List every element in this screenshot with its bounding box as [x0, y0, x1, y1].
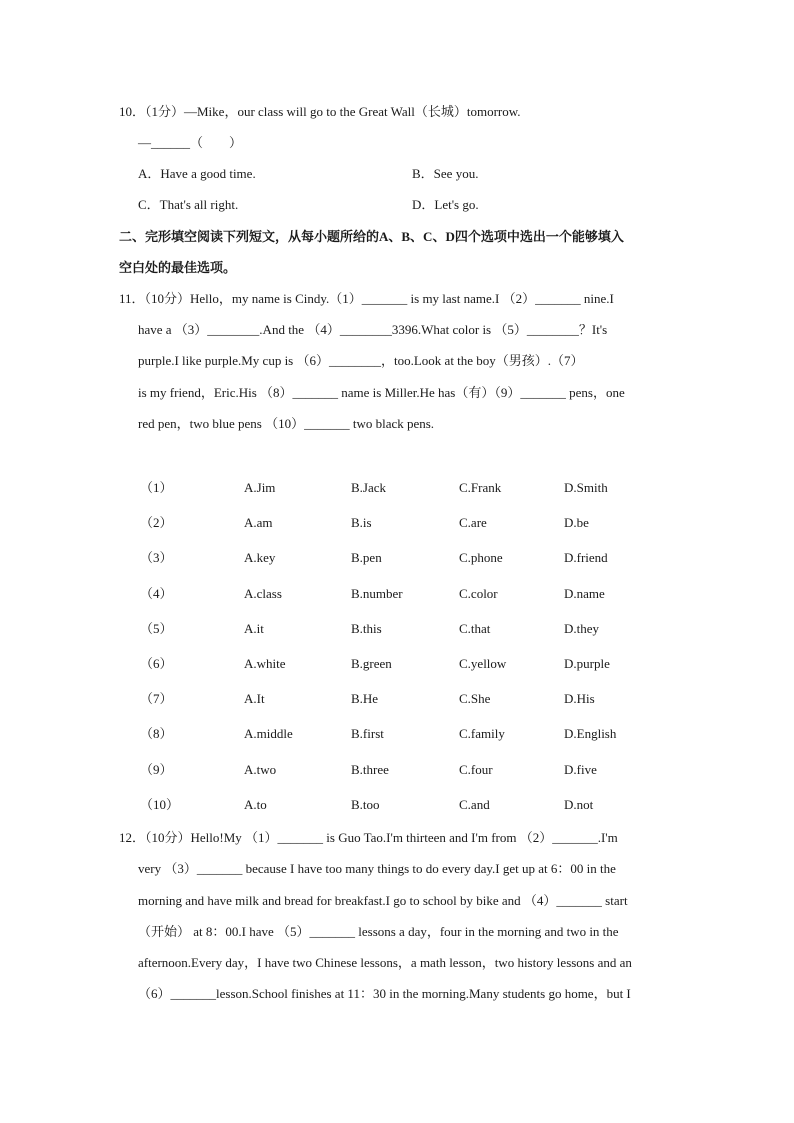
choice-a: A.am: [244, 515, 273, 530]
q11-passage-line: purple.I like purple.My cup is （6）________，too.Look at the boy（男孩）.（7）: [138, 353, 584, 368]
q11-passage-line: is my friend，Eric.His （8）_______ name is Miller.He has（有）（9）_______ pens，one: [138, 385, 625, 400]
choice-row: [0, 725, 794, 743]
q10-option-a: A．Have a good time.: [138, 166, 256, 181]
choice-c: C.She: [459, 691, 491, 706]
choice-number: （8）: [140, 726, 173, 741]
choice-row: [0, 514, 794, 532]
choice-b: B.three: [351, 762, 389, 777]
choice-a: A.key: [244, 550, 276, 565]
q10-option-c: C．That's all right.: [138, 197, 239, 212]
choice-d: D.His: [564, 691, 595, 706]
choice-c: C.that: [459, 621, 491, 636]
q11-passage-line: red pen，two blue pens （10）_______ two black pens.: [138, 416, 435, 431]
section2-heading-line1: 二、完形填空阅读下列短文，从每小题所给的A、B、C、D四个选项中选出一个能够填入: [119, 229, 624, 244]
choice-d: D.not: [564, 797, 594, 812]
choice-b: B.first: [351, 726, 384, 741]
choice-b: B.too: [351, 797, 380, 812]
q10-answer-line: —______（ ）: [138, 135, 243, 150]
choice-b: B.green: [351, 656, 392, 671]
choice-b: B.Jack: [351, 480, 387, 495]
q12-passage-line: morning and have milk and bread for breakfast.I go to school by bike and （4）_______ start: [138, 893, 628, 908]
choice-b: B.He: [351, 691, 379, 706]
choice-d: D.friend: [564, 550, 608, 565]
choice-row: [0, 655, 794, 673]
choice-c: C.Frank: [459, 480, 502, 495]
choice-d: D.name: [564, 586, 605, 601]
choice-number: （9）: [140, 762, 173, 777]
choice-row: [0, 585, 794, 603]
choice-number: （6）: [140, 656, 173, 671]
choice-b: B.this: [351, 621, 382, 636]
choice-d: D.English: [564, 726, 617, 741]
q10-stem: 10．（1分）—Mike，our class will go to the Great Wall（长城）tomorrow.: [119, 104, 521, 119]
choice-d: D.Smith: [564, 480, 608, 495]
choice-a: A.It: [244, 691, 265, 706]
choice-a: A.to: [244, 797, 267, 812]
q11-passage-line: 11．（10分）Hello，my name is Cindy.（1）_______ is my last name.I （2）_______ nine.I: [119, 291, 614, 306]
section2-heading-line2: 空白处的最佳选项。: [119, 260, 237, 275]
q12-passage-line: （开始） at 8：00.I have （5）_______ lessons a day，four in the morning and two in the: [138, 924, 619, 939]
choice-c: C.and: [459, 797, 490, 812]
choice-b: B.is: [351, 515, 372, 530]
choice-d: D.they: [564, 621, 600, 636]
choice-number: （2）: [140, 515, 173, 530]
choice-number: （5）: [140, 621, 173, 636]
q10-option-b: B．See you.: [412, 166, 479, 181]
choice-a: A.Jim: [244, 480, 276, 495]
choice-c: C.are: [459, 515, 487, 530]
choice-row: [0, 690, 794, 708]
q10-option-d: D．Let's go.: [412, 197, 479, 212]
choice-c: C.yellow: [459, 656, 507, 671]
choice-c: C.four: [459, 762, 493, 777]
choice-row: [0, 620, 794, 638]
q11-passage-line: have a （3）________.And the （4）________3396.What color is （5）________？It's: [138, 322, 608, 337]
choice-b: B.number: [351, 586, 403, 601]
q12-passage-line: very （3）_______ because I have too many things to do every day.I get up at 6：00 in the: [138, 861, 616, 876]
choice-number: （3）: [140, 550, 173, 565]
q12-passage-line: 12．（10分）Hello!My （1）_______ is Guo Tao.I'm thirteen and I'm from （2）_______.I'm: [119, 830, 618, 845]
choice-number: （1）: [140, 480, 173, 495]
choice-row: [0, 549, 794, 567]
choice-a: A.white: [244, 656, 286, 671]
choice-number: （10）: [140, 797, 180, 812]
choice-c: C.color: [459, 586, 498, 601]
choice-number: （4）: [140, 586, 173, 601]
choice-a: A.it: [244, 621, 264, 636]
choice-a: A.two: [244, 762, 277, 777]
choice-d: D.purple: [564, 656, 610, 671]
choice-a: A.middle: [244, 726, 293, 741]
choice-d: D.five: [564, 762, 597, 777]
q12-passage-line: afternoon.Every day，I have two Chinese lessons，a math lesson，two history lessons and an: [138, 955, 632, 970]
choice-row: [0, 796, 794, 814]
choice-d: D.be: [564, 515, 589, 530]
choice-a: A.class: [244, 586, 282, 601]
choice-c: C.family: [459, 726, 505, 741]
choice-row: [0, 761, 794, 779]
choice-c: C.phone: [459, 550, 503, 565]
choice-row: [0, 479, 794, 497]
choice-number: （7）: [140, 691, 173, 706]
choice-b: B.pen: [351, 550, 382, 565]
q12-passage-line: （6）_______lesson.School finishes at 11：30 in the morning.Many students go home，but I: [138, 986, 631, 1001]
